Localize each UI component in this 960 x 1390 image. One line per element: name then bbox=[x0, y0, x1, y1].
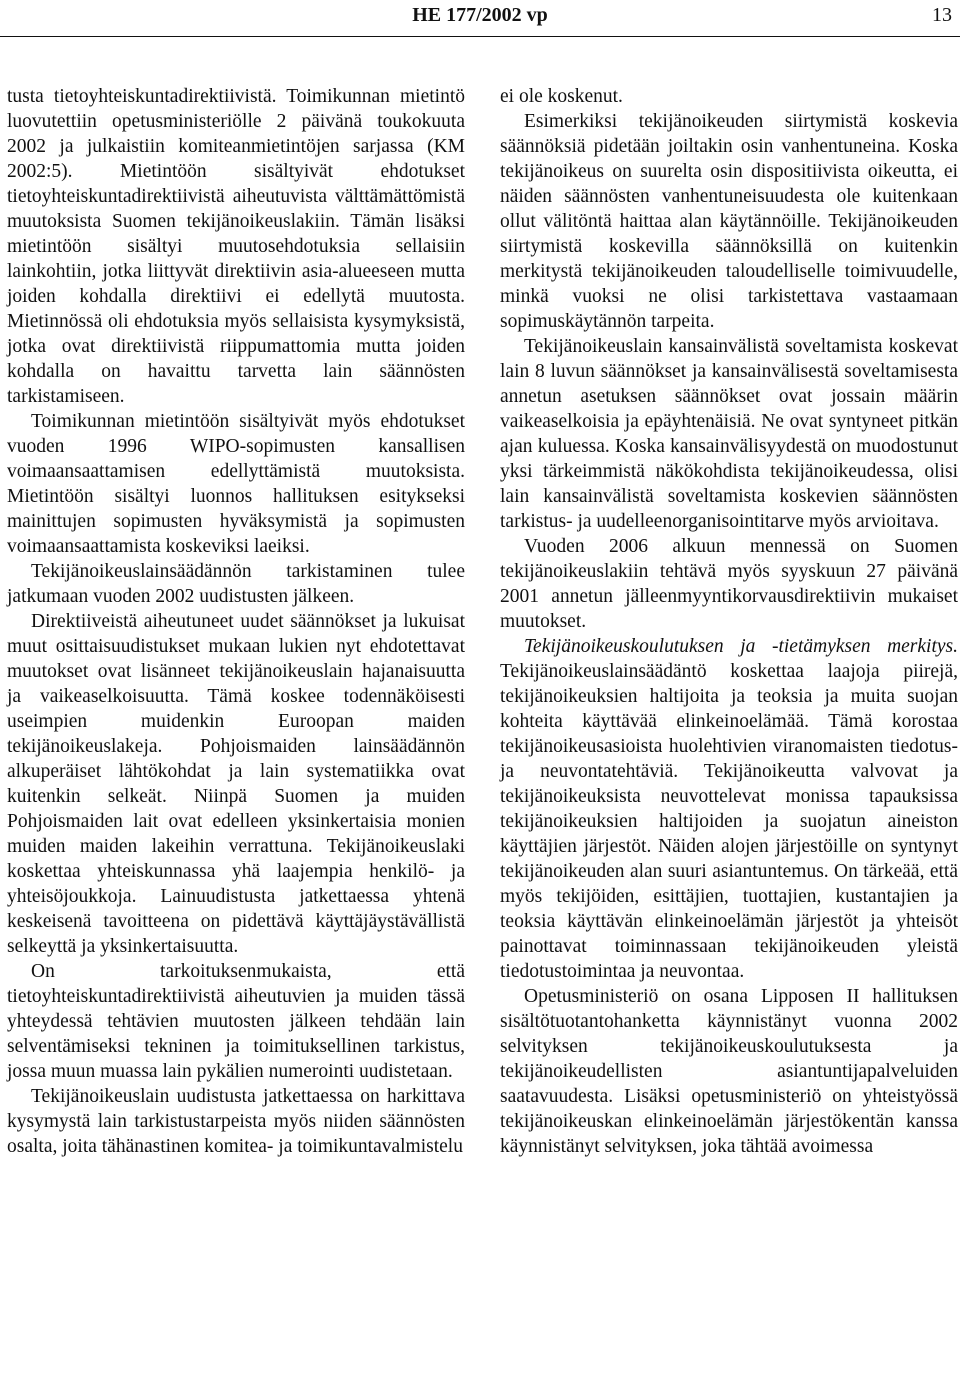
section-paragraph bbox=[500, 634, 958, 984]
paragraph: Tekijänoikeuslain kansainvälistä soveltamista koskevat lain 8 luvun säännökset ja kansainvälisestä soveltamisesta annetun asetuksen säännökset ovat jossain määrin vaikeaselkoisia ja epäyhtenäisiä. Ne ovat syntyneet pitkän ajan kuluessa. Koska kansainvälisyydestä on muodostunut yksi tärkeimmistä näkökohdista tekijänoikeudessa, olisi lain kansainvälistä soveltamista koskevien säännösten tarkistus- ja uudelleenorganisointitarve myös arvioitava. bbox=[500, 336, 958, 532]
paragraph: tusta tietoyhteiskuntadirektiivistä. Toimikunnan mietintö luovutettiin opetusministeriölle 2 päivänä toukokuuta 2002 ja julkaistiin komiteanmietintöjen sarjassa (KM 2002:5). Mietintöön sisältyivät ehdotukset tietoyhteiskuntadirektiivistä aiheutuvista välttämättömistä muutoksista Suomen tekijänoikeuslakiin. Tämän lisäksi mietintöön sisältyi muutosehdotuksia sellaisiin lainkohtiin, jotka liittyvät direktiivin asia-alueeseen mutta joiden kohdalla direktiivi ei edellytä muutosta. Mietinnössä oli ehdotuksia myös sellaisista kysymyksistä, jotka ovat direktiivistä riippumattomia mutta joiden kohdalla on havaittu tarvetta lain säännösten tarkistamiseen. bbox=[7, 86, 465, 407]
paragraph: Toimikunnan mietintöön sisältyivät myös ehdotukset vuoden 1996 WIPO-sopimusten kansallisen voimaansaattamisen edellyttämistä muutoksista. Mietintöön sisältyi luonnos hallituksen esitykseksi mainittujen sopimusten hyväksymistä ja sopimusten voimaansaattamista koskeviksi laeiksi. bbox=[7, 411, 465, 557]
document-title: HE 177/2002 vp bbox=[412, 4, 548, 26]
paragraph: Tekijänoikeuslainsäädännön tarkistaminen tulee jatkumaan vuoden 2002 uudistusten jälkeen. bbox=[7, 561, 465, 607]
paragraph: Direktiiveistä aiheutuneet uudet säännökset ja lukuisat muut osittaisuudistukset mukaan lukien nyt ehdotettavat muutokset ovat lisänneet tekijänoikeuslain hajanaisuutta ja vaikeaselkoisuutta. Tämä koskee todennäköisesti useimpien muidenkin Euroopan maiden tekijänoikeuslakeja. Pohjoismaiden lainsäädännön alkuperäiset lähtökohdat ja lain systematiikka ovat kuitenkin selkeät. Niinpä Suomen ja muiden Pohjoismaiden lait ovat edelleen yksinkertaisia monien muiden maiden lakeihin verrattuna. Tekijänoikeuslaki koskettaa yhteiskunnassa yhä laajempia henkilö- ja yhteisöjoukkoja. Lainuudistusta jatkettaessa yhtenä keskeisenä tavoitteena on pidettävä käyttäjäystävällistä selkeyttä ja yksinkertaisuutta. bbox=[7, 611, 465, 957]
paragraph: Tekijänoikeuslain uudistusta jatkettaessa on harkittava kysymystä lain tarkistustarpeista myös niiden säännösten osalta, joita tähänastinen komitea- ja toimikuntavalmistelu bbox=[7, 1086, 465, 1157]
page-header bbox=[0, 0, 960, 36]
page-number: 13 bbox=[932, 4, 952, 26]
section-heading: Tekijänoikeuskoulutuksen ja -tietämyksen merkitys. bbox=[524, 636, 958, 657]
header-divider bbox=[0, 36, 960, 37]
section-text: Tekijänoikeuslainsäädäntö koskettaa laajoja piirejä, tekijänoikeuksien haltijoita ja teoksia ja muita suojan kohteita käyttävää elinkeinoelämää. Tämä korostaa tekijänoikeusasioista huolehtivien viranomaisten tiedotus- ja neuvontatehtäviä. Tekijänoikeutta valvovat ja tekijänoikeuksista neuvottelevat monissa tapauksissa tekijänoikeuksien haltijoiden ja suojatun aineiston käyttäjien järjestöt. Näiden alojen järjestöille on syntynyt tekijänoikeuden alan suuri asiantuntemus. On tärkeää, että myös tekijöiden, esittäjien, tuottajien, kustantajien ja teoksia käyttävän elinkeinoelämän järjestöt ja yhteisöt painottavat toiminnassaan tekijänoikeuden yleistä tiedotustoimintaa ja neuvontaa. bbox=[500, 661, 958, 982]
paragraph: Opetusministeriö on osana Lipposen II hallituksen sisältötuotantohanketta käynnistänyt vuonna 2002 selvityksen tekijänoikeuskoulutuksesta ja tekijänoikeudellisten asiantuntijapalveluiden saatavuudesta. Lisäksi opetusministeriö on yhteistyössä tekijänoikeuskan elinkeinoelämän järjestökentän kanssa käynnistänyt selvityksen, joka tähtää avoimessa bbox=[500, 986, 958, 1157]
left-column bbox=[7, 84, 465, 1159]
paragraph-continuation: ei ole koskenut. bbox=[500, 86, 623, 107]
right-column bbox=[500, 84, 958, 1159]
paragraph: Esimerkiksi tekijänoikeuden siirtymistä koskevia säännöksiä pidetään joiltakin osin vanhentuneina. Koska tekijänoikeus on suurelta osin dispositiivista oikeutta, ei näiden säännösten vanhentuneisuudesta ole kuitenkaan ollut välitöntä haittaa alan käytännöille. Tekijänoikeuden siirtymistä koskevilla säännöksillä on kuitenkin merkitystä tekijänoikeuden taloudelliselle toimivuudelle, minkä vuoksi ne olisi tarkistettava vastaamaan sopimuskäytännön tarpeita. bbox=[500, 111, 958, 332]
paragraph: Vuoden 2006 alkuun mennessä on Suomen tekijänoikeuslakiin tehtävä myös syyskuun 27 päivänä 2001 annetun jälleenmyyntikorvausdirektiivin mukaiset muutokset. bbox=[500, 536, 958, 632]
paragraph: On tarkoituksenmukaista, että tietoyhteiskuntadirektiivistä aiheutuvien ja muiden tässä yhteydessä tehtävien muutosten jälkeen tehdään lain selventämiseksi tekninen ja toimituksellinen tarkistus, jossa muun muassa lain pykälien numerointi uudistetaan. bbox=[7, 961, 465, 1082]
